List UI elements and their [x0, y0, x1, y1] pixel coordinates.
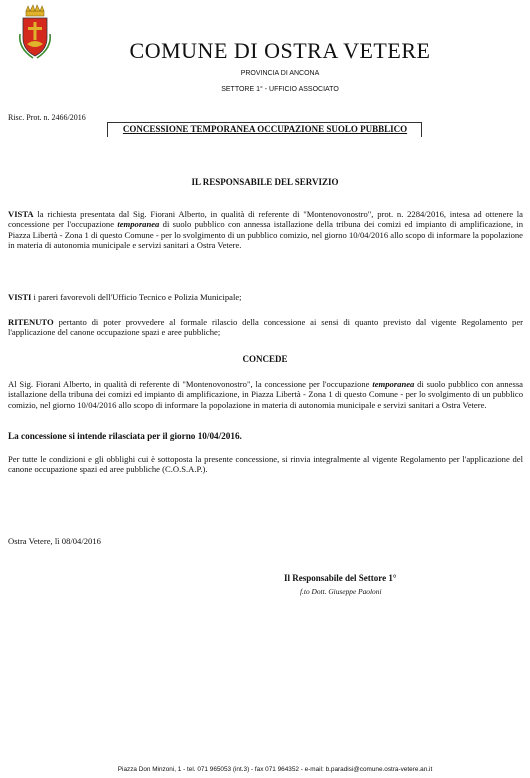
document-subject: CONCESSIONE TEMPORANEA OCCUPAZIONE SUOLO PUBBLICO — [122, 124, 408, 134]
paragraph-lead: RITENUTO — [8, 317, 54, 327]
paragraph-text: pertanto di poter provvedere al formale rilascio della concessione ai sensi di quanto previsto dal vigente Regolamento per l'applicazione del canone occupazione spazi e aree pubbliche; — [8, 317, 523, 338]
protocol-number: Risc. Prot. n. 2466/2016 — [8, 113, 86, 122]
paragraph-vista — [8, 209, 523, 251]
comune-name: COMUNE DI OSTRA VETERE — [129, 38, 431, 63]
paragraph-text: di suolo pubblico con annessa istallazione della tribuna dei comizi ed impianto di amplificazione, in Piazza Libertà - Zona 1 di questo Comune - per lo svolgimento di un pubblico comizio, nel giorno 10/04/2016 allo scopo di informare la popolazione in materia di autonomia municipale e servizi sanitari a Ostra Vetere. — [8, 219, 523, 251]
paragraph-text: Al Sig. Fiorani Alberto, in qualità di referente di "Montenovonostro", la concessione per l'occupazione — [8, 379, 373, 389]
document-date: Ostra Vetere, lì 08/04/2016 — [8, 536, 101, 546]
section-heading: IL RESPONSABILE DEL SERVIZIO — [191, 177, 339, 187]
paragraph-condizioni: Per tutte le condizioni e gli obblighi cui è sottoposta la presente concessione, si rinvia integralmente al vigente Regolamento per l'applicazione del canone occupazione spazi ed aree pubbliche (C.O.S.A.P.). — [8, 454, 523, 475]
paragraph-visti — [8, 292, 523, 302]
paragraph-lead: VISTA — [8, 209, 34, 219]
signature-name: f.to Dott. Giuseppe Paoloni — [300, 587, 382, 596]
emphasis-text: temporanea — [372, 379, 415, 389]
paragraph-text: i pareri favorevoli dell'Ufficio Tecnico e Polizia Municipale; — [31, 292, 242, 302]
paragraph-text: la richiesta presentata dal Sig. Fiorani Alberto, in qualità di referente di "Montenovonostro", prot. n. 2284/2016, intesa ad ottenere la concessione per l'occupazione — [8, 209, 523, 230]
emphasis-text: temporanea — [117, 219, 160, 230]
paragraph-rilascio: La concessione si intende rilasciata per il giorno 10/04/2016. — [8, 431, 242, 441]
footer-contacts: Piazza Don Minzoni, 1 - tel. 071 965053 (int.3) - fax 071 964352 - e-mail: b.paradisi@comune.ostra-vetere.an.it — [117, 766, 433, 773]
paragraph-ritenuto — [8, 317, 523, 338]
paragraph-text: di suolo pubblico con annessa istallazione della tribuna dei comizi ed impianto di amplificazione, in Piazza Libertà - Zona 1 di questo Comune - per lo svolgimento di un pubblico comizio, nel giorno 10/04/2016 allo scopo di informare la popolazione in materia di autonomia municipale e servizi sanitari a Ostra Vetere. — [8, 379, 523, 410]
paragraph-lead: VISTI — [8, 292, 32, 302]
concede-heading: CONCEDE — [242, 354, 288, 364]
settore-label: SETTORE 1° - UFFICIO ASSOCIATO — [221, 86, 339, 93]
signature-title: Il Responsabile del Settore 1° — [284, 573, 397, 583]
paragraph-concessione — [8, 379, 523, 410]
provincia-label: PROVINCIA DI ANCONA — [240, 70, 320, 77]
